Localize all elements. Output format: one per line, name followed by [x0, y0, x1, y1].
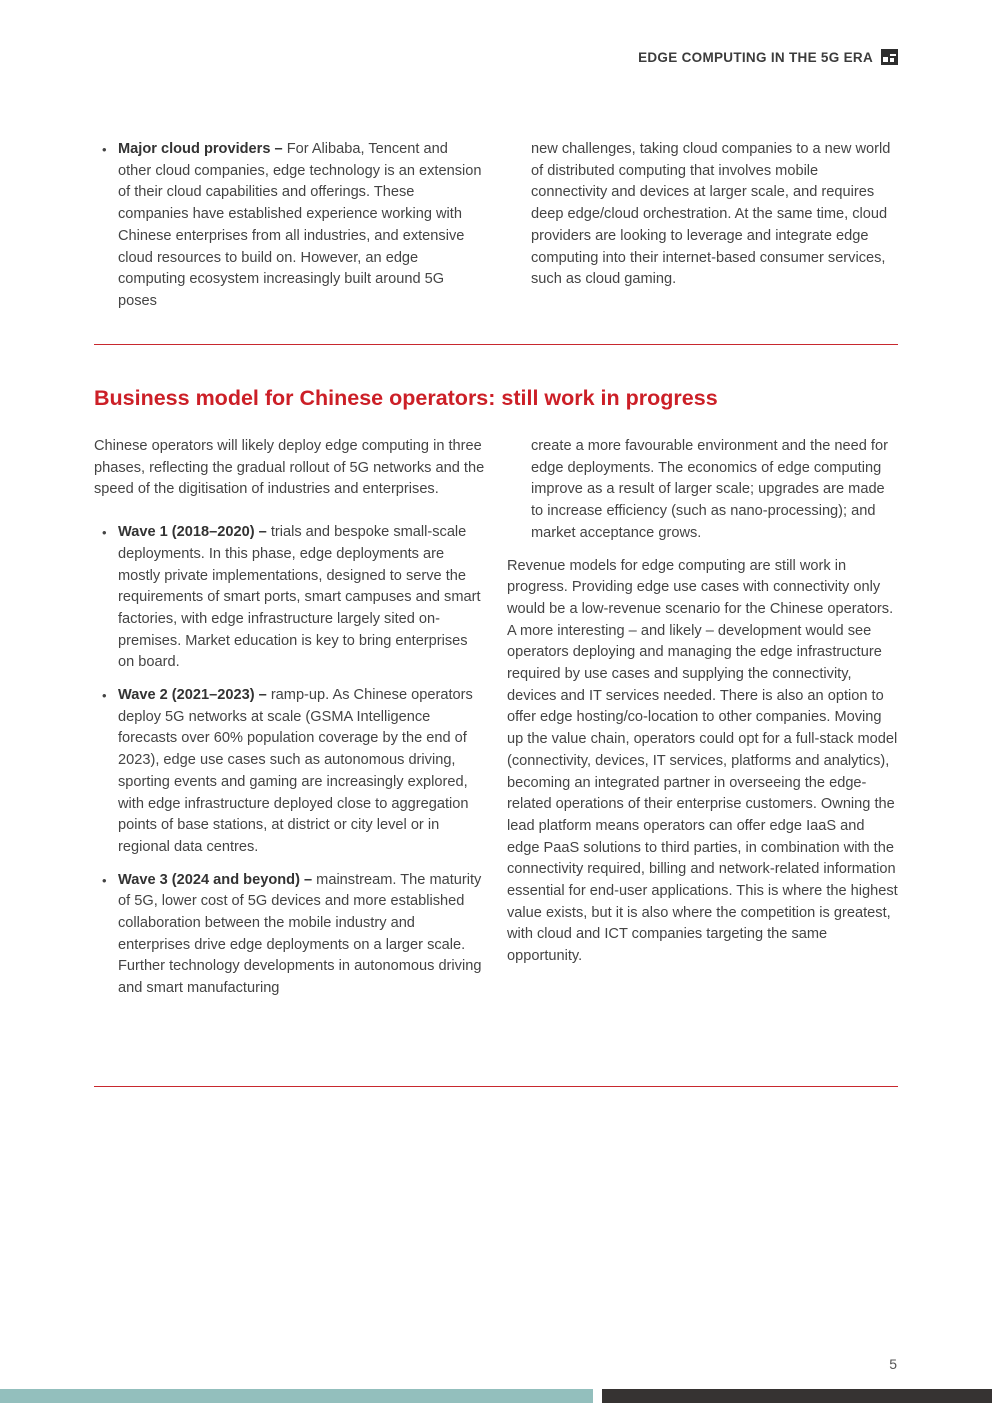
- bullet-continuation: new challenges, taking cloud companies to a new world of distributed computing that involves mobile connectivity and devices at larger scale, and requires deep edge/cloud orchestration. At the same time, cloud providers are looking to leverage and integrate edge computing into their internet-based consumer services, such as cloud gaming.: [531, 141, 891, 288]
- wave-2-item: [94, 685, 486, 859]
- bullet-major-cloud-providers: [94, 139, 484, 313]
- wave-1-text: trials and bespoke small-scale deployments. In this phase, edge deployments are mostly private implementations, designed to serve the requirements of smart ports, smart campuses and smart factories, with edge infrastructure largely sited on-premises. Market education is key to bring enterprises on board.: [118, 524, 481, 671]
- section-right-column: [507, 436, 898, 968]
- report-icon: [881, 49, 898, 65]
- top-right-column: [531, 139, 898, 291]
- page-number: 5: [889, 1356, 897, 1372]
- wave-3-item: [94, 870, 486, 1000]
- section-divider: [94, 344, 898, 345]
- section-left-column: [94, 436, 486, 1011]
- revenue-paragraph: Revenue models for edge computing are still work in progress. Providing edge use cases with connectivity only would be a low-revenue scenario for the Chinese operators. A more interesting – and likely – development would see operators deploying and managing the edge infrastructure required by use cases and supplying the connectivity, devices and IT services needed. There is also an option to offer edge hosting/co-location to other companies. Moving up the value chain, operators could opt for a full-stack model (connectivity, devices, IT services, platforms and analytics), becoming an integrated partner in overseeing the edge-related operations of their enterprise customers. Owning the lead platform means operators can offer edge IaaS and edge PaaS solutions to third parties, in combination with the connectivity required, billing and network-related information essential for end-user applications. This is where the highest value exists, but it is also where the competition is greatest, with cloud and ICT companies targeting the same opportunity.: [507, 557, 898, 965]
- wave-2-label: Wave 2 (2021–2023) –: [118, 687, 267, 704]
- section-end-divider: [94, 1086, 898, 1087]
- running-header: [638, 49, 898, 65]
- wave-1-item: [94, 522, 486, 674]
- header-title: EDGE COMPUTING IN THE 5G ERA: [638, 49, 873, 65]
- bullet-label: Major cloud providers –: [118, 141, 283, 157]
- wave-1-label: Wave 1 (2018–2020) –: [118, 524, 267, 541]
- wave-3-text: mainstream. The maturity of 5G, lower cost of 5G devices and more established collaboration between the mobile industry and enterprises drive edge deployments on a larger scale. Further technology developments in autonomous driving and smart manufacturing: [118, 871, 482, 997]
- top-left-column: [94, 139, 484, 324]
- intro-paragraph: Chinese operators will likely deploy edge computing in three phases, reflecting the gradual rollout of 5G networks and the speed of the digitisation of industries and enterprises.: [94, 438, 485, 498]
- footer-bar-dark: [602, 1389, 992, 1403]
- wave-3-label: Wave 3 (2024 and beyond) –: [118, 871, 313, 888]
- section-title: Business model for Chinese operators: still work in progress: [94, 386, 718, 410]
- wave-2-text: ramp-up. As Chinese operators deploy 5G networks at scale (GSMA Intelligence forecasts over 60% population coverage by the end of 2023), edge use cases such as autonomous driving, sporting events and gaming are increasingly explored, with edge infrastructure deployed close to aggregation points of base stations, at district or city level or in regional data centres.: [118, 687, 473, 855]
- footer-bar-teal: [0, 1389, 593, 1403]
- wave-3-continuation: create a more favourable environment and the need for edge deployments. The economics of edge computing improve as a result of larger scale; upgrades are made to increase efficiency (such as nano-processing); and market acceptance grows.: [531, 438, 888, 541]
- bullet-text: For Alibaba, Tencent and other cloud companies, edge technology is an extension of their cloud capabilities and offerings. These companies have established experience working with Chinese enterprises from all industries, and extensive cloud resources to build on. However, an edge computing ecosystem increasingly built around 5G poses: [118, 141, 482, 309]
